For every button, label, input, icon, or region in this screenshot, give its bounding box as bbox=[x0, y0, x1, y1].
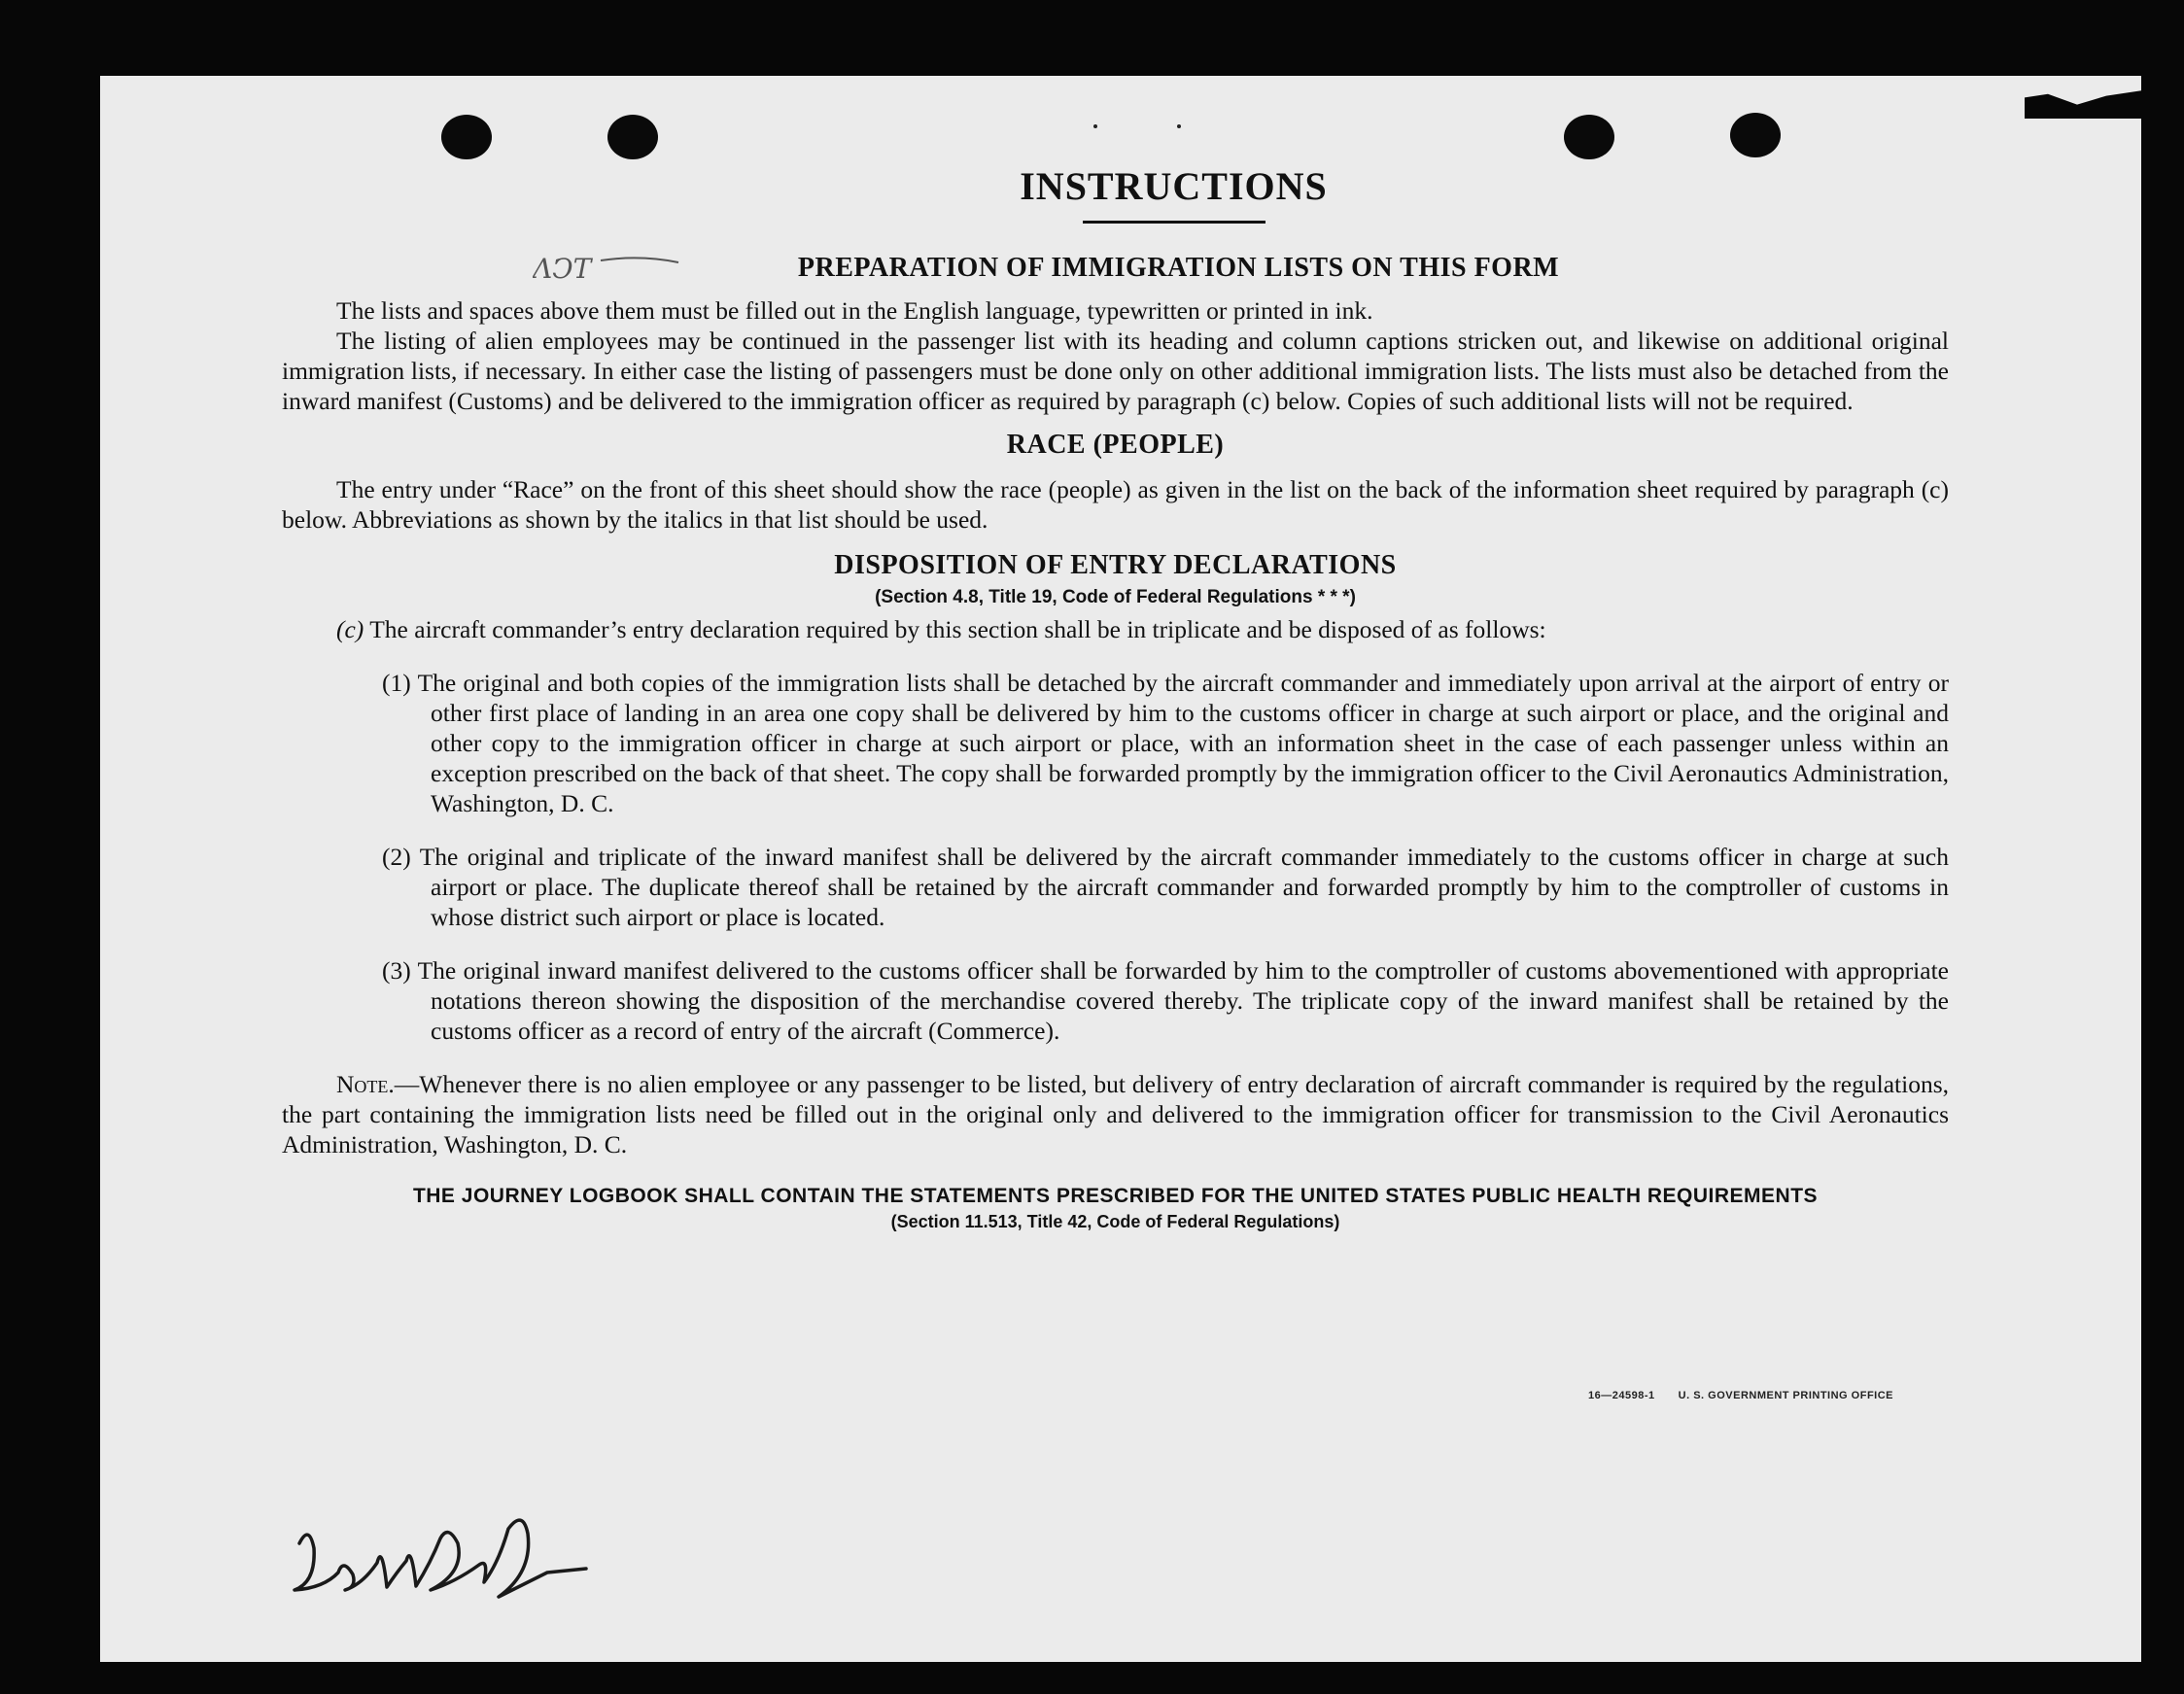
handwritten-note: ΛϽΤ bbox=[533, 253, 592, 285]
heading-disposition: DISPOSITION OF ENTRY DECLARATIONS bbox=[834, 550, 1397, 580]
page-title: INSTRUCTIONS bbox=[1020, 164, 1328, 208]
item-text: The original and triplicate of the inward manifest shall be delivered by the aircraft commander immediately to the customs officer in charge at such airport or place. The duplicate thereof shall be retained by the aircraft commander and forwarded promptly by him to the comptroller of customs in whose district such airport or place is located. bbox=[419, 843, 1949, 931]
paragraph-preparation-1: The lists and spaces above them must be filled out in the English language, typewritten or printed in ink. bbox=[336, 296, 1373, 325]
signature-icon bbox=[285, 1504, 606, 1611]
subheading-disposition: (Section 4.8, Title 19, Code of Federal Regulations * * *) bbox=[875, 587, 1356, 607]
note-text: —Whenever there is no alien employee or any passenger to be listed, but delivery of entry declaration of aircraft commander is required by the regulations, the part containing the immigration lists need be filled out in the original only and delivered to the immigration officer for transmission to the Civil Aeronautics Administration, Washington, D. C. bbox=[282, 1070, 1949, 1158]
heading-health: THE JOURNEY LOGBOOK SHALL CONTAIN THE STATEMENTS PRESCRIBED FOR THE UNITED STATES PUBLIC HEALTH REQUIREMENTS bbox=[412, 1185, 1819, 1207]
paragraph-disposition-intro bbox=[282, 614, 1949, 644]
torn-corner bbox=[2025, 84, 2141, 119]
paragraph-note bbox=[282, 1069, 1949, 1159]
item-text: The original inward manifest delivered to the customs officer shall be forwarded by him to the comptroller of customs abovementioned with appropriate notations thereon showing the disposition of the merchandise covered thereby. The triplicate copy of the inward manifest shall be retained by the customs officer as a record of entry of the aircraft (Commerce). bbox=[417, 956, 1949, 1045]
punch-hole-icon bbox=[1564, 115, 1614, 159]
intro-text: The aircraft commander’s entry declaration required by this section shall be in triplicate and be disposed of as follows: bbox=[369, 615, 1546, 643]
list-item bbox=[382, 842, 1949, 932]
intro-label: (c) bbox=[336, 615, 364, 643]
form-number: 16—24598-1 bbox=[1588, 1390, 1655, 1401]
printing-office: U. S. GOVERNMENT PRINTING OFFICE bbox=[1678, 1390, 1893, 1401]
list-item bbox=[382, 955, 1949, 1046]
note-label: Note. bbox=[336, 1070, 395, 1098]
item-label: (1) bbox=[382, 669, 411, 697]
heading-race: RACE (PEOPLE) bbox=[1006, 430, 1225, 460]
punch-hole-icon bbox=[1730, 113, 1781, 157]
item-label: (2) bbox=[382, 843, 411, 871]
dust-speck bbox=[1093, 124, 1097, 128]
instructions-content bbox=[282, 163, 1949, 1232]
subheading-health: (Section 11.513, Title 42, Code of Federal Regulations) bbox=[890, 1212, 1340, 1231]
paragraph-preparation-2: The listing of alien employees may be continued in the passenger list with its heading and column captions stricken out, and likewise on additional original immigration lists, if necessary. In either case the listing of passengers must be done only on other additional immigration lists. The lists must also be detached from the inward manifest (Customs) and be delivered to the immigration officer as required by paragraph (c) below. Copies of such additional lists will not be required. bbox=[282, 327, 1949, 415]
item-label: (3) bbox=[382, 956, 411, 985]
list-item bbox=[382, 668, 1950, 818]
item-text: The original and both copies of the immigration lists shall be detached by the aircraft commander and immediately upon arrival at the airport of entry or other first place of landing in an area one copy shall be delivered by him to the customs officer in charge at such airport or place, and the original and other copy to the immigration officer in charge at such airport or place, with an information sheet in the case of each passenger unless within an exception prescribed on the back of that sheet. The copy shall be forwarded promptly by the immigration officer to the Civil Aeronautics Administration, Washington, D. C. bbox=[417, 669, 1950, 817]
dust-speck bbox=[1177, 124, 1181, 128]
title-underline bbox=[1083, 221, 1265, 224]
document-sheet bbox=[100, 76, 2141, 1662]
paragraph-race: The entry under “Race” on the front of this sheet should show the race (people) as given in the list on the back of the information sheet required by paragraph (c) below. Abbreviations as shown by the italics in that list should be used. bbox=[282, 475, 1949, 534]
punch-hole-icon bbox=[441, 115, 492, 159]
printer-imprint bbox=[1588, 1390, 1893, 1401]
heading-preparation: PREPARATION OF IMMIGRATION LISTS ON THIS FORM bbox=[797, 253, 1560, 283]
punch-hole-icon bbox=[607, 115, 658, 159]
